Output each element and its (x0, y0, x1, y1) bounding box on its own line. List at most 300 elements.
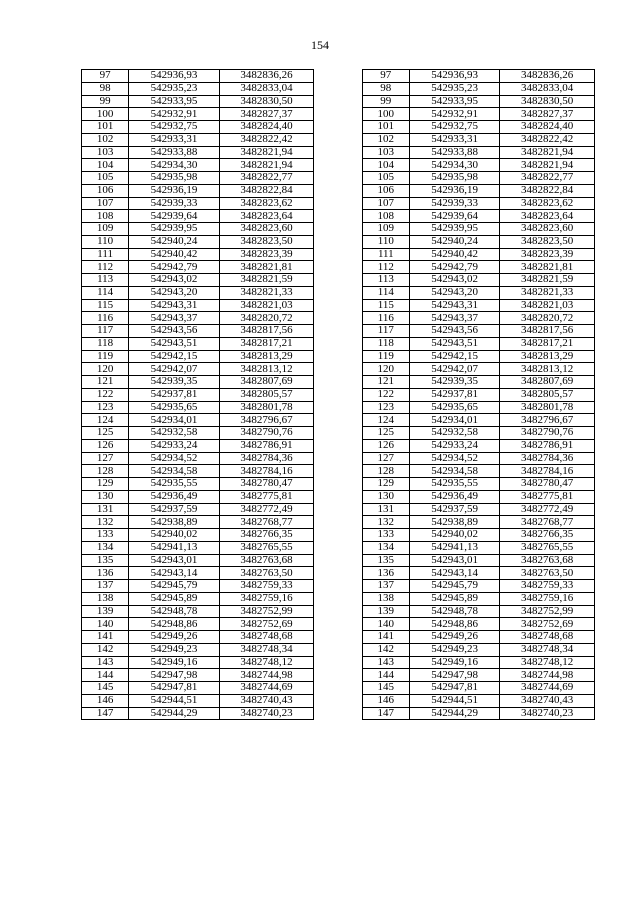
right-point-number-cell: 143 (362, 656, 409, 669)
left-point-number-cell: 118 (82, 337, 129, 350)
right-y-coordinate-cell: 3482823,50 (500, 235, 595, 248)
right-point-number-cell: 139 (362, 605, 409, 618)
left-point-number-cell: 132 (82, 516, 129, 529)
left-point-number-cell: 134 (82, 541, 129, 554)
left-y-coordinate-cell: 3482823,50 (219, 235, 314, 248)
right-x-coordinate-cell: 542941,13 (409, 541, 499, 554)
left-point-number-cell: 142 (82, 643, 129, 656)
table-body (82, 70, 595, 720)
column-gap (314, 363, 362, 376)
left-y-coordinate-cell: 3482744,69 (219, 682, 314, 695)
left-point-number-cell: 147 (82, 707, 129, 720)
column-gap (314, 580, 362, 593)
left-x-coordinate-cell: 542949,23 (129, 643, 219, 656)
left-point-number-cell: 133 (82, 529, 129, 542)
left-x-coordinate-cell: 542933,31 (129, 133, 219, 146)
column-gap (314, 172, 362, 185)
left-point-number-cell: 141 (82, 631, 129, 644)
table-row (82, 452, 595, 465)
table-row (82, 146, 595, 159)
right-x-coordinate-cell: 542949,23 (409, 643, 499, 656)
left-y-coordinate-cell: 3482786,91 (219, 439, 314, 452)
right-x-coordinate-cell: 542944,29 (409, 707, 499, 720)
left-x-coordinate-cell: 542940,42 (129, 248, 219, 261)
right-point-number-cell: 144 (362, 669, 409, 682)
left-x-coordinate-cell: 542938,89 (129, 516, 219, 529)
right-y-coordinate-cell: 3482824,40 (500, 121, 595, 134)
table-row (82, 567, 595, 580)
right-x-coordinate-cell: 542945,89 (409, 592, 499, 605)
left-x-coordinate-cell: 542944,29 (129, 707, 219, 720)
left-y-coordinate-cell: 3482744,98 (219, 669, 314, 682)
left-y-coordinate-cell: 3482763,50 (219, 567, 314, 580)
right-y-coordinate-cell: 3482805,57 (500, 388, 595, 401)
left-y-coordinate-cell: 3482775,81 (219, 490, 314, 503)
right-y-coordinate-cell: 3482780,47 (500, 478, 595, 491)
right-point-number-cell: 97 (362, 70, 409, 83)
left-x-coordinate-cell: 542939,33 (129, 197, 219, 210)
left-point-number-cell: 128 (82, 465, 129, 478)
left-y-coordinate-cell: 3482748,12 (219, 656, 314, 669)
left-point-number-cell: 119 (82, 350, 129, 363)
right-x-coordinate-cell: 542943,31 (409, 299, 499, 312)
column-gap (314, 592, 362, 605)
table-row (82, 478, 595, 491)
left-y-coordinate-cell: 3482822,77 (219, 172, 314, 185)
left-point-number-cell: 99 (82, 95, 129, 108)
column-gap (314, 312, 362, 325)
left-x-coordinate-cell: 542943,14 (129, 567, 219, 580)
left-y-coordinate-cell: 3482780,47 (219, 478, 314, 491)
left-y-coordinate-cell: 3482765,55 (219, 541, 314, 554)
left-y-coordinate-cell: 3482752,99 (219, 605, 314, 618)
column-gap (314, 121, 362, 134)
right-point-number-cell: 107 (362, 197, 409, 210)
right-point-number-cell: 129 (362, 478, 409, 491)
table-row (82, 618, 595, 631)
column-gap (314, 439, 362, 452)
right-point-number-cell: 110 (362, 235, 409, 248)
right-y-coordinate-cell: 3482817,56 (500, 325, 595, 338)
right-point-number-cell: 128 (362, 465, 409, 478)
left-point-number-cell: 102 (82, 133, 129, 146)
column-gap (314, 503, 362, 516)
column-gap (314, 388, 362, 401)
right-x-coordinate-cell: 542939,95 (409, 223, 499, 236)
table-row (82, 490, 595, 503)
right-point-number-cell: 105 (362, 172, 409, 185)
table-row (82, 121, 595, 134)
column-gap (314, 401, 362, 414)
left-point-number-cell: 111 (82, 248, 129, 261)
right-point-number-cell: 113 (362, 274, 409, 287)
left-point-number-cell: 125 (82, 427, 129, 440)
column-gap (314, 427, 362, 440)
left-point-number-cell: 104 (82, 159, 129, 172)
left-point-number-cell: 100 (82, 108, 129, 121)
column-gap (314, 184, 362, 197)
left-y-coordinate-cell: 3482801,78 (219, 401, 314, 414)
column-gap (314, 286, 362, 299)
left-x-coordinate-cell: 542934,58 (129, 465, 219, 478)
right-point-number-cell: 131 (362, 503, 409, 516)
right-y-coordinate-cell: 3482817,21 (500, 337, 595, 350)
column-gap (314, 325, 362, 338)
left-y-coordinate-cell: 3482833,04 (219, 82, 314, 95)
left-point-number-cell: 101 (82, 121, 129, 134)
right-y-coordinate-cell: 3482748,12 (500, 656, 595, 669)
left-y-coordinate-cell: 3482822,42 (219, 133, 314, 146)
right-point-number-cell: 116 (362, 312, 409, 325)
column-gap (314, 618, 362, 631)
table-row (82, 172, 595, 185)
left-x-coordinate-cell: 542936,19 (129, 184, 219, 197)
column-gap (314, 108, 362, 121)
right-x-coordinate-cell: 542937,81 (409, 388, 499, 401)
right-y-coordinate-cell: 3482740,23 (500, 707, 595, 720)
left-point-number-cell: 146 (82, 694, 129, 707)
table-row (82, 286, 595, 299)
right-point-number-cell: 124 (362, 414, 409, 427)
right-y-coordinate-cell: 3482822,42 (500, 133, 595, 146)
column-gap (314, 235, 362, 248)
left-y-coordinate-cell: 3482824,40 (219, 121, 314, 134)
column-gap (314, 516, 362, 529)
table-row (82, 401, 595, 414)
table-row (82, 465, 595, 478)
left-point-number-cell: 117 (82, 325, 129, 338)
right-y-coordinate-cell: 3482796,67 (500, 414, 595, 427)
left-x-coordinate-cell: 542932,58 (129, 427, 219, 440)
right-y-coordinate-cell: 3482821,94 (500, 146, 595, 159)
left-point-number-cell: 124 (82, 414, 129, 427)
right-point-number-cell: 118 (362, 337, 409, 350)
page-number: 154 (311, 38, 329, 52)
left-x-coordinate-cell: 542940,24 (129, 235, 219, 248)
column-gap (314, 70, 362, 83)
column-gap (314, 707, 362, 720)
table-row (82, 554, 595, 567)
right-x-coordinate-cell: 542933,24 (409, 439, 499, 452)
column-gap (314, 133, 362, 146)
left-x-coordinate-cell: 542943,37 (129, 312, 219, 325)
right-point-number-cell: 102 (362, 133, 409, 146)
left-x-coordinate-cell: 542947,81 (129, 682, 219, 695)
column-gap (314, 669, 362, 682)
left-x-coordinate-cell: 542942,15 (129, 350, 219, 363)
left-x-coordinate-cell: 542949,16 (129, 656, 219, 669)
right-y-coordinate-cell: 3482784,36 (500, 452, 595, 465)
table-row (82, 82, 595, 95)
right-y-coordinate-cell: 3482833,04 (500, 82, 595, 95)
column-gap (314, 490, 362, 503)
right-point-number-cell: 126 (362, 439, 409, 452)
left-y-coordinate-cell: 3482817,21 (219, 337, 314, 350)
left-x-coordinate-cell: 542943,31 (129, 299, 219, 312)
left-point-number-cell: 135 (82, 554, 129, 567)
left-x-coordinate-cell: 542948,78 (129, 605, 219, 618)
left-y-coordinate-cell: 3482759,33 (219, 580, 314, 593)
left-y-coordinate-cell: 3482813,29 (219, 350, 314, 363)
left-point-number-cell: 139 (82, 605, 129, 618)
right-y-coordinate-cell: 3482813,12 (500, 363, 595, 376)
table-row (82, 376, 595, 389)
right-x-coordinate-cell: 542937,59 (409, 503, 499, 516)
right-x-coordinate-cell: 542936,93 (409, 70, 499, 83)
right-point-number-cell: 136 (362, 567, 409, 580)
column-gap (314, 95, 362, 108)
left-x-coordinate-cell: 542943,01 (129, 554, 219, 567)
left-y-coordinate-cell: 3482796,67 (219, 414, 314, 427)
left-point-number-cell: 97 (82, 70, 129, 83)
left-point-number-cell: 108 (82, 210, 129, 223)
right-point-number-cell: 135 (362, 554, 409, 567)
right-point-number-cell: 145 (362, 682, 409, 695)
table-row (82, 197, 595, 210)
column-gap (314, 146, 362, 159)
right-y-coordinate-cell: 3482836,26 (500, 70, 595, 83)
left-point-number-cell: 137 (82, 580, 129, 593)
right-x-coordinate-cell: 542942,79 (409, 261, 499, 274)
left-x-coordinate-cell: 542939,95 (129, 223, 219, 236)
left-y-coordinate-cell: 3482752,69 (219, 618, 314, 631)
left-x-coordinate-cell: 542949,26 (129, 631, 219, 644)
left-x-coordinate-cell: 542943,51 (129, 337, 219, 350)
right-point-number-cell: 108 (362, 210, 409, 223)
table-row (82, 159, 595, 172)
column-gap (314, 337, 362, 350)
table-row (82, 656, 595, 669)
table-row (82, 210, 595, 223)
column-gap (314, 197, 362, 210)
right-point-number-cell: 106 (362, 184, 409, 197)
column-gap (314, 554, 362, 567)
right-x-coordinate-cell: 542935,23 (409, 82, 499, 95)
right-point-number-cell: 127 (362, 452, 409, 465)
table-row (82, 427, 595, 440)
right-y-coordinate-cell: 3482823,39 (500, 248, 595, 261)
right-y-coordinate-cell: 3482744,98 (500, 669, 595, 682)
left-y-coordinate-cell: 3482759,16 (219, 592, 314, 605)
right-x-coordinate-cell: 542943,01 (409, 554, 499, 567)
table-row (82, 516, 595, 529)
right-x-coordinate-cell: 542943,56 (409, 325, 499, 338)
column-gap (314, 567, 362, 580)
right-point-number-cell: 120 (362, 363, 409, 376)
right-x-coordinate-cell: 542936,49 (409, 490, 499, 503)
right-x-coordinate-cell: 542934,52 (409, 452, 499, 465)
coordinates-table (81, 69, 595, 720)
right-y-coordinate-cell: 3482775,81 (500, 490, 595, 503)
left-y-coordinate-cell: 3482821,33 (219, 286, 314, 299)
right-x-coordinate-cell: 542938,89 (409, 516, 499, 529)
column-gap (314, 274, 362, 287)
left-point-number-cell: 114 (82, 286, 129, 299)
right-x-coordinate-cell: 542935,65 (409, 401, 499, 414)
right-y-coordinate-cell: 3482823,60 (500, 223, 595, 236)
left-y-coordinate-cell: 3482821,94 (219, 159, 314, 172)
left-y-coordinate-cell: 3482836,26 (219, 70, 314, 83)
left-x-coordinate-cell: 542939,64 (129, 210, 219, 223)
left-y-coordinate-cell: 3482827,37 (219, 108, 314, 121)
right-x-coordinate-cell: 542932,91 (409, 108, 499, 121)
table-row (82, 235, 595, 248)
right-x-coordinate-cell: 542932,75 (409, 121, 499, 134)
right-x-coordinate-cell: 542940,02 (409, 529, 499, 542)
left-point-number-cell: 129 (82, 478, 129, 491)
left-y-coordinate-cell: 3482740,43 (219, 694, 314, 707)
left-point-number-cell: 145 (82, 682, 129, 695)
right-y-coordinate-cell: 3482748,34 (500, 643, 595, 656)
left-x-coordinate-cell: 542942,07 (129, 363, 219, 376)
right-y-coordinate-cell: 3482822,77 (500, 172, 595, 185)
table-row (82, 580, 595, 593)
left-y-coordinate-cell: 3482807,69 (219, 376, 314, 389)
column-gap (314, 299, 362, 312)
left-x-coordinate-cell: 542936,93 (129, 70, 219, 83)
left-y-coordinate-cell: 3482823,39 (219, 248, 314, 261)
left-x-coordinate-cell: 542947,98 (129, 669, 219, 682)
left-point-number-cell: 103 (82, 146, 129, 159)
table-row (82, 605, 595, 618)
column-gap (314, 210, 362, 223)
right-y-coordinate-cell: 3482823,62 (500, 197, 595, 210)
right-point-number-cell: 141 (362, 631, 409, 644)
left-point-number-cell: 120 (82, 363, 129, 376)
right-x-coordinate-cell: 542943,37 (409, 312, 499, 325)
left-y-coordinate-cell: 3482823,64 (219, 210, 314, 223)
table-row (82, 388, 595, 401)
column-gap (314, 656, 362, 669)
right-y-coordinate-cell: 3482827,37 (500, 108, 595, 121)
left-point-number-cell: 106 (82, 184, 129, 197)
column-gap (314, 452, 362, 465)
left-x-coordinate-cell: 542935,65 (129, 401, 219, 414)
table-row (82, 694, 595, 707)
left-point-number-cell: 107 (82, 197, 129, 210)
right-y-coordinate-cell: 3482752,69 (500, 618, 595, 631)
right-point-number-cell: 142 (362, 643, 409, 656)
column-gap (314, 631, 362, 644)
column-gap (314, 643, 362, 656)
table-row (82, 503, 595, 516)
column-gap (314, 682, 362, 695)
right-y-coordinate-cell: 3482813,29 (500, 350, 595, 363)
column-gap (314, 605, 362, 618)
left-x-coordinate-cell: 542945,79 (129, 580, 219, 593)
right-x-coordinate-cell: 542944,51 (409, 694, 499, 707)
left-y-coordinate-cell: 3482740,23 (219, 707, 314, 720)
table-row (82, 133, 595, 146)
right-x-coordinate-cell: 542936,19 (409, 184, 499, 197)
left-y-coordinate-cell: 3482768,77 (219, 516, 314, 529)
right-x-coordinate-cell: 542932,58 (409, 427, 499, 440)
left-point-number-cell: 98 (82, 82, 129, 95)
left-x-coordinate-cell: 542933,88 (129, 146, 219, 159)
column-gap (314, 350, 362, 363)
column-gap (314, 529, 362, 542)
table-row (82, 592, 595, 605)
right-y-coordinate-cell: 3482766,35 (500, 529, 595, 542)
left-x-coordinate-cell: 542935,98 (129, 172, 219, 185)
left-point-number-cell: 138 (82, 592, 129, 605)
left-point-number-cell: 105 (82, 172, 129, 185)
left-y-coordinate-cell: 3482821,59 (219, 274, 314, 287)
right-x-coordinate-cell: 542949,16 (409, 656, 499, 669)
left-x-coordinate-cell: 542942,79 (129, 261, 219, 274)
table-row (82, 529, 595, 542)
right-point-number-cell: 146 (362, 694, 409, 707)
table-row (82, 108, 595, 121)
right-point-number-cell: 137 (362, 580, 409, 593)
left-point-number-cell: 121 (82, 376, 129, 389)
right-point-number-cell: 114 (362, 286, 409, 299)
right-x-coordinate-cell: 542933,88 (409, 146, 499, 159)
right-point-number-cell: 111 (362, 248, 409, 261)
table-row (82, 95, 595, 108)
right-y-coordinate-cell: 3482772,49 (500, 503, 595, 516)
right-y-coordinate-cell: 3482744,69 (500, 682, 595, 695)
right-x-coordinate-cell: 542934,58 (409, 465, 499, 478)
right-point-number-cell: 123 (362, 401, 409, 414)
left-point-number-cell: 130 (82, 490, 129, 503)
right-point-number-cell: 125 (362, 427, 409, 440)
left-x-coordinate-cell: 542933,24 (129, 439, 219, 452)
right-point-number-cell: 100 (362, 108, 409, 121)
right-point-number-cell: 134 (362, 541, 409, 554)
left-y-coordinate-cell: 3482748,68 (219, 631, 314, 644)
left-point-number-cell: 116 (82, 312, 129, 325)
left-point-number-cell: 122 (82, 388, 129, 401)
column-gap (314, 376, 362, 389)
right-y-coordinate-cell: 3482821,81 (500, 261, 595, 274)
right-y-coordinate-cell: 3482759,33 (500, 580, 595, 593)
right-x-coordinate-cell: 542933,31 (409, 133, 499, 146)
right-point-number-cell: 99 (362, 95, 409, 108)
right-x-coordinate-cell: 542948,86 (409, 618, 499, 631)
right-y-coordinate-cell: 3482768,77 (500, 516, 595, 529)
left-x-coordinate-cell: 542932,75 (129, 121, 219, 134)
table-row (82, 669, 595, 682)
table-row (82, 707, 595, 720)
left-x-coordinate-cell: 542943,02 (129, 274, 219, 287)
table-row (82, 223, 595, 236)
left-x-coordinate-cell: 542933,95 (129, 95, 219, 108)
right-y-coordinate-cell: 3482821,59 (500, 274, 595, 287)
right-point-number-cell: 104 (362, 159, 409, 172)
right-y-coordinate-cell: 3482790,76 (500, 427, 595, 440)
right-y-coordinate-cell: 3482786,91 (500, 439, 595, 452)
right-x-coordinate-cell: 542943,51 (409, 337, 499, 350)
left-y-coordinate-cell: 3482784,36 (219, 452, 314, 465)
right-x-coordinate-cell: 542935,55 (409, 478, 499, 491)
right-point-number-cell: 147 (362, 707, 409, 720)
right-point-number-cell: 101 (362, 121, 409, 134)
right-y-coordinate-cell: 3482807,69 (500, 376, 595, 389)
left-x-coordinate-cell: 542939,35 (129, 376, 219, 389)
left-point-number-cell: 143 (82, 656, 129, 669)
left-x-coordinate-cell: 542935,55 (129, 478, 219, 491)
right-x-coordinate-cell: 542934,30 (409, 159, 499, 172)
right-point-number-cell: 98 (362, 82, 409, 95)
right-x-coordinate-cell: 542947,98 (409, 669, 499, 682)
right-y-coordinate-cell: 3482822,84 (500, 184, 595, 197)
left-y-coordinate-cell: 3482822,84 (219, 184, 314, 197)
right-point-number-cell: 109 (362, 223, 409, 236)
left-x-coordinate-cell: 542941,13 (129, 541, 219, 554)
right-x-coordinate-cell: 542945,79 (409, 580, 499, 593)
right-point-number-cell: 103 (362, 146, 409, 159)
